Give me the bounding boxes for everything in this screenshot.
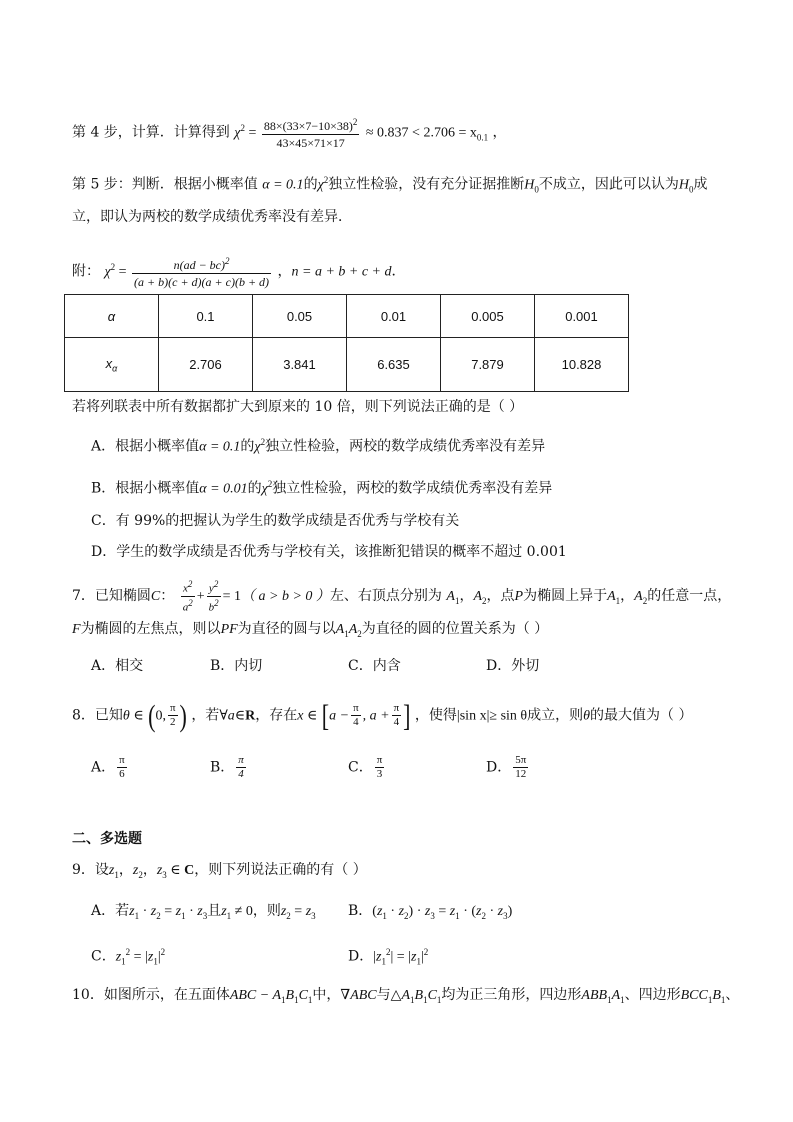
- q8-option-a: A． $\frac{\pi}{6}$: [91, 754, 125, 780]
- table-cell: 0.05: [253, 295, 347, 338]
- table-row: [65, 338, 629, 392]
- q6-option-a: A．根据小概率值α = 0.1的$\chi^2$独立性检验，两校的数学成绩优秀率没有差异: [91, 437, 546, 455]
- step5-text-b: 的: [303, 176, 318, 193]
- step4-result: ≈ 0.837 < 2.706 = x: [365, 125, 477, 141]
- q9-option-c: C．$z_1^2 = |z_1|^2$: [91, 947, 166, 967]
- q6-option-d: D．学生的数学成绩是否优秀与学校有关，该推断犯错误的概率不超过 0.001: [91, 544, 567, 560]
- step4-suffix: ，: [492, 124, 507, 141]
- table-cell: 0.1: [159, 295, 253, 338]
- appendix-tail: ．: [391, 263, 406, 280]
- q9-option-d: D．$|z_1^2| = |z_1|^2$: [348, 947, 429, 967]
- q8-option-d: D． $\frac{5\pi}{12}$: [486, 754, 527, 780]
- step5-text-a: 第 5 步：判断．根据小概率值: [72, 176, 258, 193]
- table-cell: 2.706: [159, 338, 253, 392]
- q7-option-c: C．内含: [348, 658, 401, 674]
- table-head-alpha: α: [65, 295, 159, 338]
- step5-text-c: 独立性检验，没有充分证据推断: [328, 176, 525, 193]
- h0-symbol: H: [524, 177, 535, 193]
- q7-line1: 7．已知椭圆C： $\frac{x^2}{a^2}$ + $\frac{y^2}{b^2}$ = 1（ a > b > 0 ）左、右顶点分别为 $A_1$，$A_2$，点P为椭圆上异于$A_1$，$A_2$的任意一点，: [72, 579, 732, 614]
- q6-stem: 若将列联表中所有数据都扩大到原来的 10 倍，则下列说法正确的是（ ）: [72, 399, 524, 415]
- appendix-den: (a + b)(c + d)(a + c)(b + d): [134, 275, 270, 289]
- step5-line1: 第 5 步：判断．根据小概率值 α = 0.1的$\chi^2$独立性检验，没有充分证据推断$H_0$不成立，因此可以认为$H_0$成: [72, 175, 708, 195]
- step4-eq-num: 88×(33×7−10×38): [263, 119, 353, 133]
- q8-option-c: C． $\frac{\pi}{3}$: [348, 754, 383, 780]
- step4-eq-den: 43×45×71×17: [276, 136, 345, 150]
- table-cell: 0.005: [441, 295, 535, 338]
- table-head-x: $x_\alpha$: [65, 338, 159, 392]
- table-cell: 0.01: [347, 295, 441, 338]
- q7-option-d: D．外切: [486, 658, 540, 674]
- appendix-num: n(ad − bc): [173, 258, 225, 272]
- step5-alpha: α = 0.1: [262, 177, 304, 193]
- q6-option-b: B．根据小概率值α = 0.01的$\chi^2$独立性检验，两校的数学成绩优秀率没有差异: [91, 479, 553, 497]
- q9-option-a: A．若$z_1 \cdot z_2 = z_1 \cdot z_3$且$z_1 \ne 0$，则$z_2 = z_3$: [91, 903, 316, 921]
- appendix-n-def: n = a + b + c + d: [291, 264, 392, 280]
- appendix-label: 附：: [72, 263, 100, 280]
- q8-line: 8．已知θ ∈ (0, $\frac{\pi}{2}$ ) ，若∀a∈R，存在x ∈ [a − $\frac{\pi}{4}$ , a + $\frac{\pi}{4}$ ] ，使得|sin x|≥ sin θ成立，则θ的最大值为（ ）: [72, 697, 693, 733]
- step4-line: 第 4 步，计算．计算得到 $\chi^2$ = $\frac{88\times(33\times 7-10\times 38)^2}{43\times 45\times 71\times 17}$ ≈ $0.837 < 2.706 = x_{0.1}$ ，: [72, 114, 507, 151]
- q7-option-b: B．内切: [210, 658, 263, 674]
- appendix-fraction: $\frac{n(ad - bc)^2}{(a + b)(c + d)(a + c)(b + d)}$: [132, 253, 271, 290]
- table-row: [65, 295, 629, 338]
- q7-line2: F为椭圆的左焦点，则以PF为直径的圆与以$A_1A_2$为直径的圆的位置关系为（ ）: [72, 621, 549, 639]
- step5-text-d: 不成立，因此可以认为: [538, 176, 679, 193]
- table-cell: 6.635: [347, 338, 441, 392]
- step4-prefix: 第 4 步，计算．计算得到: [72, 124, 230, 141]
- appendix-line: 附： $\chi^2$ = $\frac{n(ad - bc)^2}{(a + b)(c + d)(a + c)(b + d)}$ ，n = a + b + c + d．: [72, 253, 406, 290]
- q7-option-a: A．相交: [91, 658, 144, 674]
- step4-result-sub: 0.1: [476, 132, 489, 143]
- table-cell: 3.841: [253, 338, 347, 392]
- table-cell: 7.879: [441, 338, 535, 392]
- q9-stem: 9．设$z_1$，$z_2$，$z_3$ ∈ C，则下列说法正确的有（ ）: [72, 862, 367, 880]
- step4-fraction: $\frac{88\times(33\times 7-10\times 38)^2}{43\times 45\times 71\times 17}$: [262, 114, 360, 151]
- step5-line2: 立，即认为两校的数学成绩优秀率没有差异．: [72, 209, 352, 225]
- chi-symbol: χ: [234, 125, 241, 141]
- q9-option-b: B．$(z_1 \cdot z_2) \cdot z_3 = z_1 \cdot (z_2 \cdot z_3)$: [348, 903, 513, 921]
- table-cell: 10.828: [535, 338, 629, 392]
- section-heading: 二、多选题: [72, 831, 142, 847]
- step5-text-e: 成: [693, 176, 708, 193]
- table-cell: 0.001: [535, 295, 629, 338]
- chi-square-critical-table: [64, 294, 629, 392]
- q10-line: 10．如图所示，在五面体ABC − $A_1B_1C_1$中，∇ABC与$\triangle A_1B_1C_1$均为正三角形，四边形$ABB_1A_1$、四边形$BCC_1B_1$、: [72, 987, 740, 1005]
- q8-option-b: B． $\frac{\pi}{4}$: [210, 754, 244, 780]
- q6-option-c: C．有 99%的把握认为学生的数学成绩是否优秀与学校有关: [91, 513, 460, 529]
